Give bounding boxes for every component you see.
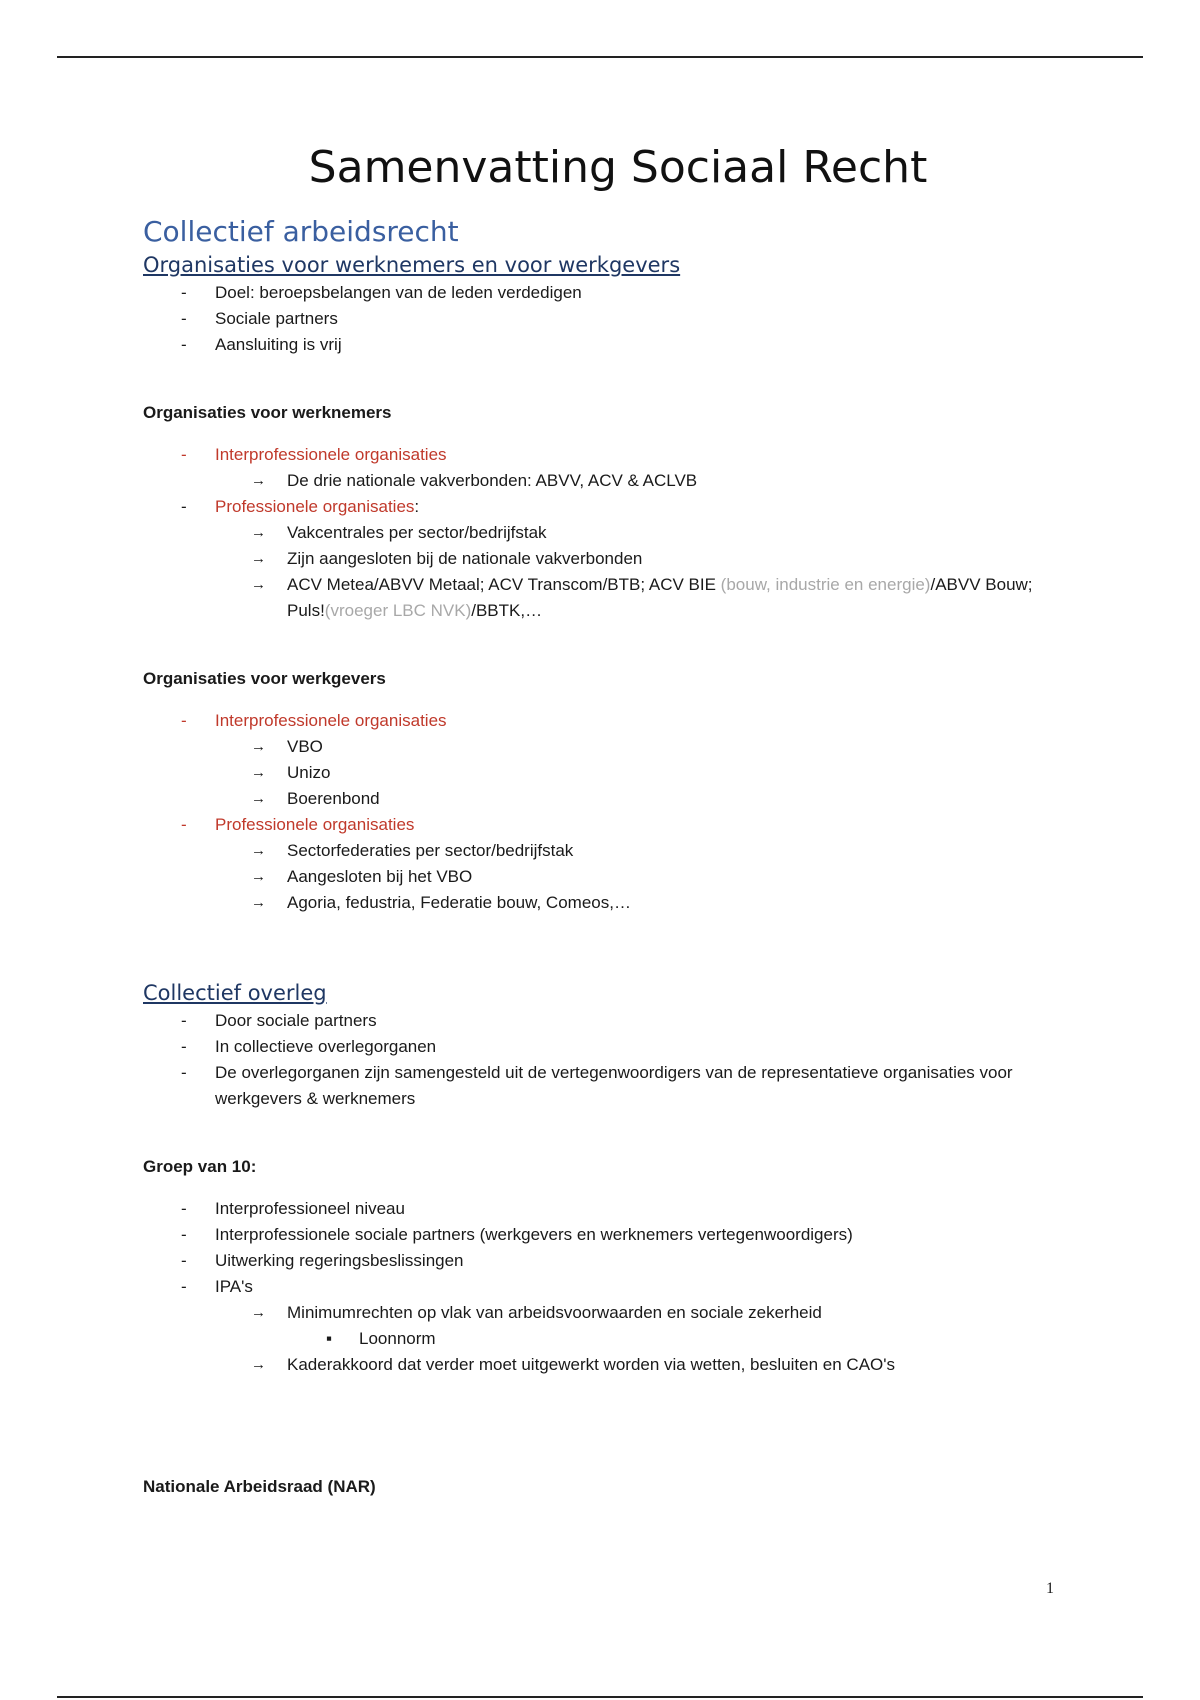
list-item: ▪ Loonnorm [143,1326,1063,1352]
document-page [143,136,1063,1500]
list-item: - In collectieve overlegorganen [143,1034,1063,1060]
list-item: → Kaderakkoord dat verder moet uitgewerkt worden via wetten, besluiten en CAO's [143,1352,1063,1378]
example-text: /BBTK,… [471,601,543,620]
overleg-list [143,1008,1063,1112]
groep10-list [143,1196,1063,1378]
list-item [143,494,1063,520]
list-item: - Interprofessioneel niveau [143,1196,1063,1222]
list-item: → Sectorfederaties per sector/bedrijfstak [143,838,1063,864]
heading-collectief-arbeidsrecht: Collectief arbeidsrecht [143,215,459,248]
list-item: → Zijn aangesloten bij de nationale vakverbonden [143,546,1063,572]
heading-groep-van-10: Groep van 10: [143,1157,257,1176]
list-item: → Boerenbond [143,786,1063,812]
organisaties-list [143,280,1063,358]
list-item: - De overlegorganen zijn samengesteld uit de vertegenwoordigers van de representatieve organisaties voor werkgevers & werknemers [143,1060,1063,1112]
document-title: Samenvatting Sociaal Recht [308,142,928,193]
werknemers-list [143,442,1063,624]
list-item: → Agoria, fedustria, Federatie bouw, Comeos,… [143,890,1063,916]
list-item: → Unizo [143,760,1063,786]
list-item: - Uitwerking regeringsbeslissingen [143,1248,1063,1274]
list-item [143,572,1063,624]
example-note: (bouw, industrie en energie) [720,575,931,594]
list-item: - Aansluiting is vrij [143,332,1063,358]
list-item: - Interprofessionele organisaties [143,708,1063,734]
list-item: - Door sociale partners [143,1008,1063,1034]
list-item: - Interprofessionele organisaties [143,442,1063,468]
list-item: → Minimumrechten op vlak van arbeidsvoorwaarden en sociale zekerheid [143,1300,1063,1326]
list-item: → Vakcentrales per sector/bedrijfstak [143,520,1063,546]
list-item: - Sociale partners [143,306,1063,332]
heading-werkgevers: Organisaties voor werkgevers [143,669,386,688]
list-item: → Aangesloten bij het VBO [143,864,1063,890]
prof-colon: : [414,497,420,516]
prof-label: Professionele organisaties [215,497,415,516]
heading-collectief-overleg: Collectief overleg [143,981,327,1005]
heading-organisaties: Organisaties voor werknemers en voor werkgevers [143,253,681,277]
heading-werknemers: Organisaties voor werknemers [143,403,392,422]
example-note: (vroeger LBC NVK) [324,601,472,620]
list-item: - IPA's [143,1274,1063,1300]
werkgevers-list [143,708,1063,916]
page-number: 1 [1046,1580,1054,1597]
list-item: - Interprofessionele sociale partners (werkgevers en werknemers vertegenwoordigers) [143,1222,1063,1248]
heading-nar: Nationale Arbeidsraad (NAR) [143,1477,376,1496]
bottom-rule [57,1696,1143,1698]
example-text: /ABVV Bouw; Puls! [287,575,1033,620]
list-item: - Professionele organisaties [143,812,1063,838]
example-text: ACV Metea/ABVV Metaal; ACV Transcom/BTB; ACV BIE [287,575,721,594]
list-item: → VBO [143,734,1063,760]
list-item: → De drie nationale vakverbonden: ABVV, ACV & ACLVB [143,468,1063,494]
top-rule [57,56,1143,58]
list-item: - Doel: beroepsbelangen van de leden verdedigen [143,280,1063,306]
